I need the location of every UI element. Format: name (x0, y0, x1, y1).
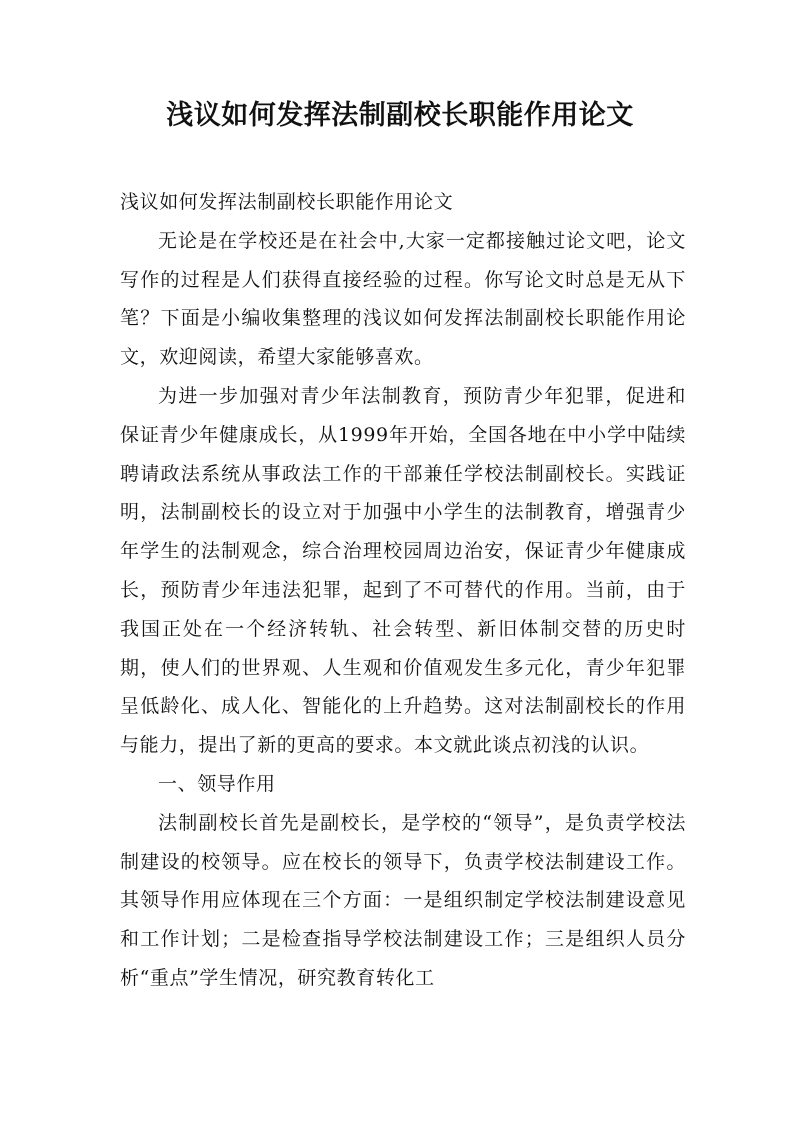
document-subtitle: 浅议如何发挥法制副校长职能作用论文 (120, 191, 454, 213)
paragraph-intro: 无论是在学校还是在社会中,大家一定都接触过论文吧，论文写作的过程是人们获得直接经验的过程。你写论文时总是无从下笔？下面是小编收集整理的浅议如何发挥法制副校长职能作用论文，欢迎阅读，希望大家能够喜欢。 (120, 229, 686, 369)
document-body (120, 183, 686, 998)
paragraph-background: 为进一步加强对青少年法制教育，预防青少年犯罪，促进和保证青少年健康成长，从1999年开始，全国各地在中小学中陆续聘请政法系统从事政法工作的干部兼任学校法制副校长。实践证明，法制副校长的设立对于加强中小学生的法制教育，增强青少年学生的法制观念，综合治理校园周边治安，保证青少年健康成长，预防青少年违法犯罪，起到了不可替代的作用。当前，由于我国正处在一个经济转轨、社会转型、新旧体制交替的历史时期，使人们的世界观、人生观和价值观发生多元化，青少年犯罪呈低龄化、成人化、智能化的上升趋势。这对法制副校长的作用与能力，提出了新的更高的要求。本文就此谈点初浅的认识。 (120, 384, 686, 757)
section-heading-leadership: 一、领导作用 (158, 772, 276, 795)
paragraph-leadership: 法制副校长首先是副校长，是学校的“领导”，是负责学校法制建设的校领导。应在校长的领导下，负责学校法制建设工作。其领导作用应体现在三个方面：一是组织制定学校法制建设意见和工作计划；二是检查指导学校法制建设工作；三是组织人员分析“重点”学生情况，研究教育转化工 (120, 811, 686, 989)
document-title: 浅议如何发挥法制副校长职能作用论文 (166, 100, 634, 131)
